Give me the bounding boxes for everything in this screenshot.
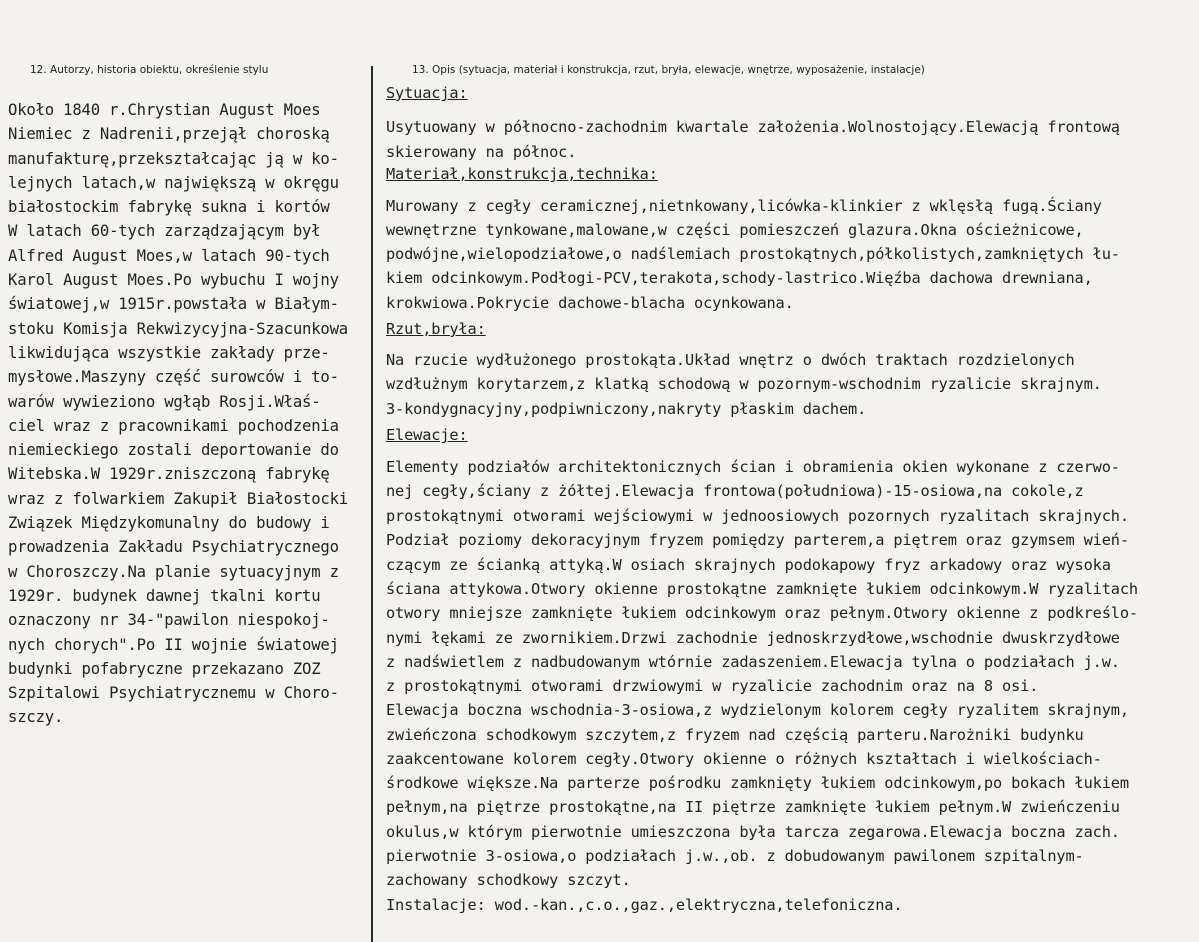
description-line: Instalacje: wod.-kan.,c.o.,gaz.,elektryczna,telefoniczna. [386, 896, 903, 914]
description-line: ściana attykowa.Otwory okienne prostokątne zamknięte łukiem odcinkowym.W ryzalitach [386, 580, 1138, 598]
description-line: zaakcentowane kolorem cegły.Otwory okienne o różnych kształtach i wielkościach- [386, 750, 1102, 768]
section-12-header: 12. Autorzy, historia obiektu, określenie stylu [30, 64, 269, 76]
description-line: skierowany na północ. [386, 143, 577, 161]
description-line: Elementy podziałów architektonicznych ścian i obramienia okien wykonane z czerwo- [386, 458, 1120, 476]
history-text [8, 98, 363, 730]
history-line: 1929r. budynek dawnej tkalni kortu [8, 586, 321, 605]
history-line: W latach 60-tych zarządzającym był [8, 222, 321, 241]
history-line: mysłowe.Maszyny część surowców i to- [8, 368, 339, 387]
history-line: wraz z folwarkiem Zakupił Białostocki [8, 489, 348, 508]
section-heading: Elewacje: [386, 426, 468, 444]
description-line: Usytuowany w północno-zachodnim kwartale założenia.Wolnostojący.Elewacją frontową [386, 118, 1120, 136]
history-line: szczy. [8, 708, 64, 727]
description-line: środkowe większe.Na parterze pośrodku zamknięty łukiem odcinkowym,po bokach łukiem [386, 774, 1129, 792]
description-line: czącym ze ścianką attyką.W osiach skrajnych podokapowy fryz arkadowy oraz wysoka [386, 556, 1111, 574]
description-line: nymi łękami ze zwornikiem.Drzwi zachodnie jednoskrzydłowe,wschodnie dwuskrzydłowe [386, 629, 1120, 647]
history-line: Karol August Moes.Po wybuchu I wojny [8, 271, 339, 290]
history-line: nych chorych".Po II wojnie światowej [8, 635, 339, 654]
history-line: Alfred August Moes,w latach 90-tych [8, 246, 330, 265]
description-line: pierwotnie 3-osiowa,o podziałach j.w.,ob. z dobudowanym pawilonem szpitalnym- [386, 847, 1084, 865]
history-line: prowadzenia Zakładu Psychiatrycznego [8, 538, 339, 557]
description-line: kiem odcinkowym.Podłogi-PCV,terakota,schody-lastrico.Więźba dachowa drewniana, [386, 269, 1093, 287]
description-line: wzdłużnym korytarzem,z klatką schodową w pozornym-wschodnim ryzalicie skrajnym. [386, 375, 1102, 393]
history-line: Niemiec z Nadrenii,przejął choroską [8, 125, 330, 144]
description-line: otwory mniejsze zamknięte łukiem odcinkowym oraz pełnym.Otwory okienne z podkreślo- [386, 604, 1138, 622]
section-13-header: 13. Opis (sytuacja, materiał i konstrukcja, rzut, bryła, elewacje, wnętrze, wyposażenie, instalacje) [412, 64, 925, 76]
description-line: 3-kondygnacyjny,podpiwniczony,nakryty płaskim dachem. [386, 400, 867, 418]
description-line: z nadświetlem z nadbudowanym wtórnie zadaszeniem.Elewacja tylna o podziałach j.w. [386, 653, 1120, 671]
history-line: w Choroszczy.Na planie sytuacyjnym z [8, 562, 339, 581]
description-line: pełnym,na piętrze prostokątne,na II piętrze zamknięte łukiem pełnym.W zwieńczeniu [386, 798, 1120, 816]
description-line: Na rzucie wydłużonego prostokąta.Układ wnętrz o dwóch traktach rozdzielonych [386, 351, 1075, 369]
history-line: ciel wraz z pracownikami pochodzenia [8, 416, 339, 435]
description-line: krokwiowa.Pokrycie dachowe-blacha ocynkowana. [386, 294, 794, 312]
history-line: stoku Komisja Rekwizycyjna-Szacunkowa [8, 319, 348, 338]
description-line: zwieńczona schodkowym szczytem,z fryzem nad częścią parteru.Narożniki budynku [386, 726, 1084, 744]
description-line: Podział poziomy dekoracyjnym fryzem pomiędzy parterem,a piętrem oraz gzymsem wień- [386, 531, 1129, 549]
history-line: Związek Międzykomunalny do budowy i [8, 514, 330, 533]
history-line: światowej,w 1915r.powstała w Białym- [8, 295, 339, 314]
description-line: prostokątnymi otworami wejściowymi w jednoosiowych pozornych ryzalitach skrajnych. [386, 507, 1129, 525]
description-line: nej cegły,ściany z żółtej.Elewacja frontowa(południowa)-15-osiowa,na cokole,z [386, 482, 1084, 500]
history-line: warów wywieziono wgłąb Rosji.Właś- [8, 392, 321, 411]
description-line: wewnętrzne tynkowane,malowane,w części pomieszczeń glazura.Okna ościeżnicowe, [386, 221, 1084, 239]
description-line: okulus,w którym pierwotnie umieszczona była tarcza zegarowa.Elewacja boczna zach. [386, 823, 1120, 841]
description-line: Murowany z cegły ceramicznej,nietnkowany,licówka-klinkier z wklęsłą fugą.Ściany [386, 197, 1102, 215]
history-line: oznaczony nr 34-"pawilon niespokoj- [8, 611, 330, 630]
history-line: lejnych latach,w największą w okręgu [8, 173, 339, 192]
history-line: likwidująca wszystkie zakłady prze- [8, 343, 330, 362]
history-line: Witebska.W 1929r.zniszczoną fabrykę [8, 465, 330, 484]
column-divider [371, 66, 373, 942]
section-heading: Materiał,konstrukcja,technika: [386, 165, 658, 183]
history-line: Około 1840 r.Chrystian August Moes [8, 101, 321, 119]
history-line: Szpitalowi Psychiatrycznemu w Choro- [8, 684, 339, 703]
description-line: zachowany schodkowy szczyt. [386, 871, 631, 889]
history-line: manufakturę,przekształcając ją w ko- [8, 149, 339, 168]
history-line: niemieckiego zostali deportowanie do [8, 441, 339, 460]
history-line: białostockim fabrykę sukna i kortów [8, 198, 330, 217]
description-line: podwójne,wielopodziałowe,o nadślemiach prostokątnych,półkolistych,zamkniętych łu- [386, 245, 1120, 263]
section-heading: Sytuacja: [386, 84, 468, 102]
history-line: budynki pofabryczne przekazano ZOZ [8, 659, 321, 678]
description-line: z prostokątnymi otworami drzwiowymi w ryzalicie zachodnim oraz na 8 osi. [386, 677, 1039, 695]
description-line: Elewacja boczna wschodnia-3-osiowa,z wydzielonym kolorem cegły ryzalitem skrajnym, [386, 701, 1129, 719]
section-heading: Rzut,bryła: [386, 320, 486, 338]
